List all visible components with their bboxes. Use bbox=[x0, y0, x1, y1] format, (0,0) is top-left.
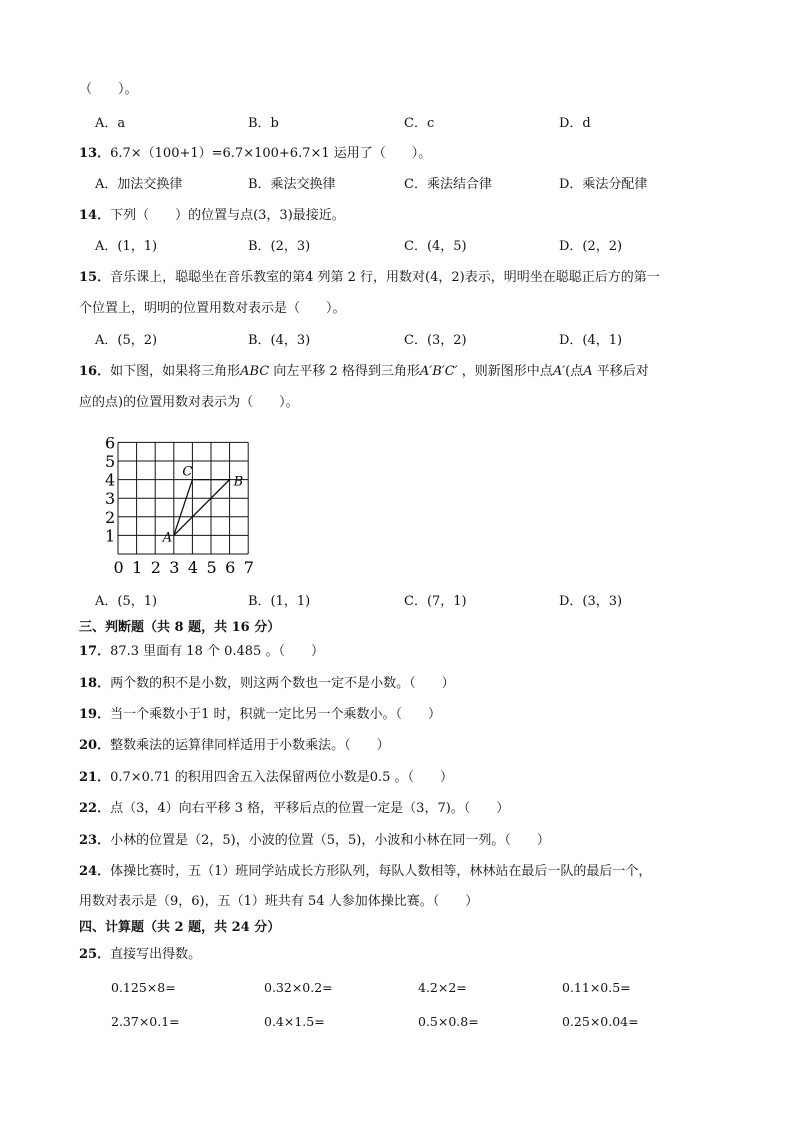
q12-options bbox=[95, 115, 735, 133]
q15-option-b[interactable]: B．(4，3) bbox=[248, 333, 311, 348]
q21-number: 21． bbox=[79, 770, 111, 785]
calc-item: 0.11×0.5= bbox=[562, 980, 631, 995]
y-tick-label: 6 bbox=[105, 433, 116, 453]
q14-option-d[interactable]: D．(2，2) bbox=[559, 239, 623, 254]
y-tick-label: 4 bbox=[105, 470, 116, 490]
q15-stem-line1 bbox=[79, 269, 660, 287]
q22-text: 点（3，4）向右平移 3 格，平移后点的位置一定是（3，7)。（ ） bbox=[110, 801, 510, 816]
x-tick-label: 2 bbox=[150, 558, 161, 577]
q14-option-a[interactable]: A．(1，1) bbox=[95, 239, 158, 254]
x-tick-label: 4 bbox=[187, 558, 199, 577]
q16-text-part: 如下图，如果将三角形 bbox=[110, 364, 241, 379]
q25-number: 25． bbox=[79, 947, 111, 962]
q13-option-d[interactable]: D．乘法分配律 bbox=[559, 177, 648, 192]
q13-option-c[interactable]: C．乘法结合律 bbox=[404, 177, 492, 192]
q16-option-c[interactable]: C．(7，1) bbox=[404, 594, 467, 609]
q16-triangle-new: A′B′C′ bbox=[419, 364, 458, 379]
calc-item: 0.125×8= bbox=[111, 980, 176, 995]
q16-options bbox=[95, 593, 735, 611]
q17-text: 87.3 里面有 18 个 0.485 。（ ） bbox=[110, 644, 324, 659]
q16-triangle-abc: ABC bbox=[240, 364, 270, 379]
x-tick-label: 1 bbox=[132, 558, 143, 577]
q13-text: 6.7×（100+1）=6.7×100+6.7×1 运用了（ ）。 bbox=[110, 146, 432, 161]
coordinate-grid-diagram bbox=[100, 433, 260, 578]
q16-option-a[interactable]: A．(5，1) bbox=[95, 594, 158, 609]
q18-number: 18． bbox=[79, 676, 111, 691]
q24-stem-line2: 用数对表示是（9，6)，五（1）班共有 54 人参加体操比赛。（ ） bbox=[79, 894, 479, 909]
q14-text: 下列（ ）的位置与点(3，3)最接近。 bbox=[110, 208, 345, 223]
q19-stem bbox=[79, 706, 441, 724]
q25-text: 直接写出得数。 bbox=[110, 947, 202, 962]
q12-option-d[interactable]: D．d bbox=[559, 116, 591, 131]
y-tick-labels bbox=[105, 433, 115, 545]
q23-stem bbox=[79, 832, 550, 850]
q18-stem bbox=[79, 675, 455, 693]
q19-number: 19． bbox=[79, 707, 111, 722]
q14-option-c[interactable]: C．(4，5) bbox=[404, 239, 467, 254]
q19-text: 当一个乘数小于1 时，积就一定比另一个乘数小。（ ） bbox=[110, 707, 441, 722]
q15-option-d[interactable]: D．(4，1) bbox=[559, 333, 623, 348]
calc-item: 0.5×0.8= bbox=[418, 1014, 479, 1029]
q20-number: 20． bbox=[79, 738, 111, 753]
calc-item: 4.2×2= bbox=[418, 980, 467, 995]
q20-stem bbox=[79, 737, 390, 755]
triangle-abc bbox=[174, 480, 230, 536]
y-tick-label: 2 bbox=[105, 507, 116, 527]
q13-option-a[interactable]: A．加法交换律 bbox=[95, 177, 183, 192]
q16-point-a: A bbox=[583, 364, 593, 379]
section-4-title: 四、计算题（共 2 题，共 24 分） bbox=[79, 920, 281, 935]
x-tick-label: 7 bbox=[243, 558, 254, 577]
q24-number: 24． bbox=[79, 864, 111, 879]
q13-stem bbox=[79, 145, 431, 163]
q22-stem bbox=[79, 800, 509, 818]
q14-options bbox=[95, 238, 735, 256]
calc-item: 2.37×0.1= bbox=[111, 1014, 180, 1029]
q16-number: 16． bbox=[79, 364, 111, 379]
y-tick-label: 1 bbox=[105, 526, 116, 546]
x-tick-label: 5 bbox=[206, 558, 217, 577]
q18-text: 两个数的积不是小数，则这两个数也一定不是小数。（ ） bbox=[110, 676, 455, 691]
q23-text: 小林的位置是（2，5)，小波的位置（5，5)，小波和小林在同一列。（ ） bbox=[110, 833, 550, 848]
x-tick-label: 0 bbox=[113, 558, 124, 577]
q22-number: 22． bbox=[79, 801, 111, 816]
q16-option-d[interactable]: D．(3，3) bbox=[559, 594, 623, 609]
y-tick-label: 3 bbox=[105, 489, 116, 509]
q12-option-b[interactable]: B．b bbox=[248, 116, 279, 131]
calc-item: 0.32×0.2= bbox=[264, 980, 333, 995]
q15-number: 15． bbox=[79, 270, 111, 285]
point-label-a: A bbox=[162, 530, 173, 546]
q12-option-a[interactable]: A．a bbox=[95, 116, 126, 131]
q24-stem-line1 bbox=[79, 863, 651, 881]
q14-stem bbox=[79, 207, 345, 225]
y-tick-label: 5 bbox=[105, 452, 116, 471]
q14-option-b[interactable]: B．(2，3) bbox=[248, 239, 311, 254]
q15-options bbox=[95, 332, 735, 350]
calc-item: 0.4×1.5= bbox=[264, 1014, 325, 1029]
q23-number: 23． bbox=[79, 833, 111, 848]
q17-stem bbox=[79, 643, 324, 661]
q16-stem-line1 bbox=[79, 363, 649, 381]
q16-point-a-prime: A′ bbox=[552, 364, 566, 379]
q14-number: 14． bbox=[79, 208, 111, 223]
q13-number: 13． bbox=[79, 146, 111, 161]
q15-option-a[interactable]: A．(5，2) bbox=[95, 333, 158, 348]
q16-option-b[interactable]: B．(1，1) bbox=[248, 594, 311, 609]
calc-item: 0.25×0.04= bbox=[562, 1014, 639, 1029]
q16-text-part: ，则新图形中点 bbox=[457, 364, 553, 379]
point-label-b: B bbox=[233, 474, 244, 490]
q16-text-part: 向左平移 2 格得到三角形 bbox=[269, 364, 420, 379]
q13-option-b[interactable]: B．乘法交换律 bbox=[248, 177, 336, 192]
x-tick-label: 3 bbox=[169, 558, 180, 577]
q16-text-part: (点 bbox=[565, 364, 584, 379]
grid-lines bbox=[118, 442, 248, 554]
section-3-title: 三、判断题（共 8 题，共 16 分） bbox=[79, 620, 281, 635]
q20-text: 整数乘法的运算律同样适用于小数乘法。（ ） bbox=[110, 738, 390, 753]
q16-stem-line2: 应的点)的位置用数对表示为（ ）。 bbox=[79, 395, 299, 410]
q15-stem-line2: 个位置上，明明的位置用数对表示是（ ）。 bbox=[79, 301, 346, 316]
point-label-c: C bbox=[182, 464, 193, 480]
q15-option-c[interactable]: C．(3，2) bbox=[404, 333, 467, 348]
q24-text-line1: 体操比赛时，五（1）班同学站成长方形队列，每队人数相等，林林站在最后一队的最后一个， bbox=[110, 864, 652, 879]
q21-stem bbox=[79, 769, 453, 787]
q12-option-c[interactable]: C．c bbox=[404, 116, 435, 131]
q21-text: 0.7×0.71 的积用四舍五入法保留两位小数是0.5 。（ ） bbox=[110, 770, 454, 785]
q25-stem bbox=[79, 946, 201, 964]
q15-text-line1: 音乐课上，聪聪坐在音乐教室的第4 列第 2 行，用数对(4，2)表示，明明坐在聪聪正后方的第一 bbox=[110, 270, 660, 285]
x-tick-label: 6 bbox=[225, 558, 236, 577]
x-tick-labels bbox=[114, 558, 254, 577]
q16-text-part: 平移后对 bbox=[592, 364, 649, 379]
q13-options bbox=[95, 176, 735, 194]
q12-continuation: （ ）。 bbox=[79, 82, 138, 97]
q17-number: 17． bbox=[79, 644, 111, 659]
